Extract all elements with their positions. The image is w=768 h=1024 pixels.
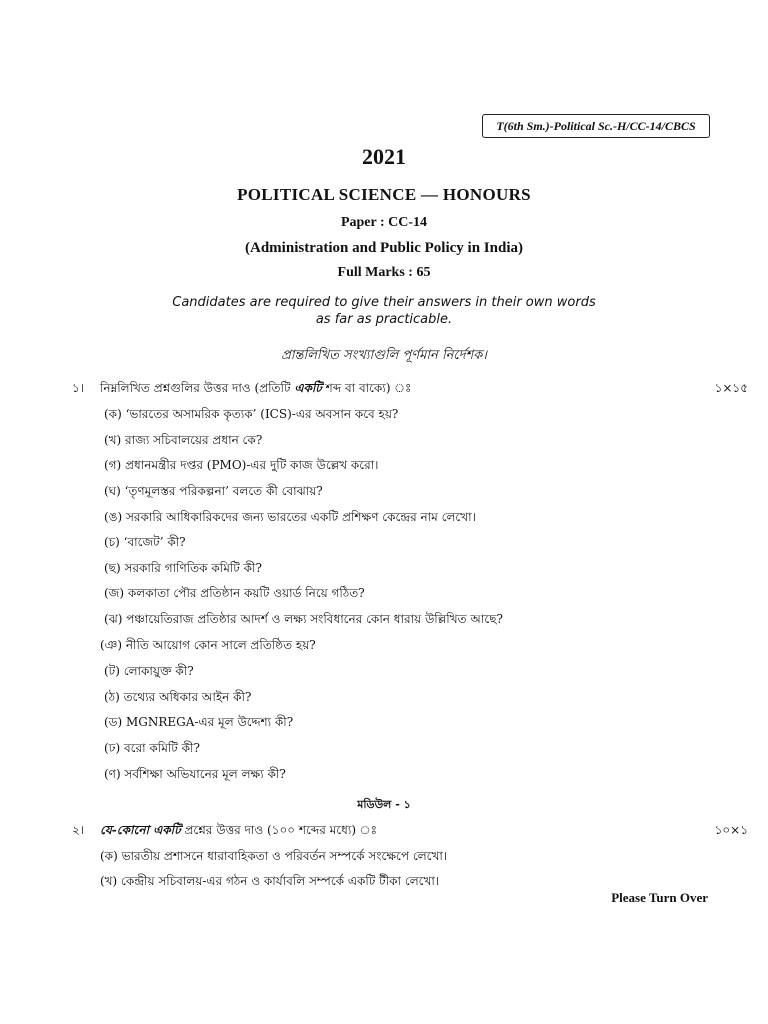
q1-item: (খ) রাজ্য সচিবালয়ের প্রধান কে?: [104, 433, 263, 447]
exam-year: 2021: [362, 144, 406, 169]
q1-item: (ঢ) বরো কমিটি কী?: [104, 741, 200, 755]
q2-marks: ১০×১: [714, 823, 748, 837]
q2-item: (খ) কেন্দ্রীয় সচিবালয়-এর গঠন ও কার্যাবলি সম্পর্কে একটি টীকা লেখো।: [100, 874, 440, 888]
q1-item: (চ) ‘বাজেট’ কী?: [104, 535, 186, 549]
q2-text: [100, 822, 377, 842]
q1-item: (ড) MGNREGA-এর মূল উদ্দেশ্য কী?: [104, 715, 294, 729]
q1-item: (ঘ) ‘তৃণমূলস্তর পরিকল্পনা’ বলতে কী বোঝায়?: [104, 484, 323, 498]
q2-text-emphasis: যে-কোনো একটি: [100, 823, 181, 837]
paper-title: (Administration and Public Policy in India): [245, 240, 523, 256]
paper-code: Paper : CC-14: [340, 215, 428, 230]
q1-item: (ঝ) পঞ্চায়েতিরাজ প্রতিষ্ঠার আদর্শ ও লক্ষ্য সংবিধানের কোন ধারায় উল্লিখিত আছে?: [104, 612, 503, 626]
q1-number: ১।: [72, 381, 85, 395]
paper-code-box: T(6th Sm.)-Political Sc.-H/CC-14/CBCS: [482, 114, 710, 138]
q1-item: (ট) লোকায়ুক্ত কী?: [104, 664, 194, 678]
q1-text-b: শব্দ বা বাক্যে) ঃ: [321, 381, 412, 395]
q2-item: (ক) ভারতীয় প্রশাসনে ধারাবাহিকতা ও পরিবর্তন সম্পর্কে সংক্ষেপে লেখো।: [100, 849, 448, 863]
please-turn-over: Please Turn Over: [611, 890, 708, 905]
q1-text-a: নিম্নলিখিত প্রশ্নগুলির উত্তর দাও (প্রতিটি: [100, 381, 295, 395]
q1-item: (ছ) সরকারি গাণিতিক কমিটি কী?: [104, 561, 262, 575]
q1-item: (ক) ‘ভারতের অসামরিক কৃত্যক’ (ICS)-এর অবসান কবে হয়?: [104, 407, 399, 421]
q1-text-emphasis: একটি: [294, 381, 322, 395]
q2-text-b: প্রশ্নের উত্তর দাও (১০০ শব্দের মধ্যে) ঃ: [180, 823, 377, 837]
q1-item: (ঙ) সরকারি আধিকারিকদের জন্য ভারতের একটি প্রশিক্ষণ কেন্দ্রের নাম লেখো।: [104, 510, 476, 524]
q1-item: (গ) প্রধানমন্ত্রীর দপ্তর (PMO)-এর দুটি কাজ উল্লেখ করো।: [104, 458, 379, 472]
q1-item: (ঞ) নীতি আয়োগ কোন সালে প্রতিষ্ঠিত হয়?: [100, 638, 316, 652]
full-marks: Full Marks : 65: [337, 265, 431, 280]
subject-title: POLITICAL SCIENCE — HONOURS: [237, 185, 531, 204]
q1-item: (ণ) সর্বশিক্ষা অভিযানের মূল লক্ষ্য কী?: [104, 767, 286, 781]
q1-item: (ঠ) তথ্যের অধিকার আইন কী?: [104, 690, 252, 704]
q1-marks: ১×১৫: [714, 381, 748, 395]
marks-note: প্রান্তলিখিত সংখ্যাগুলি পূর্ণমান নির্দেশক।: [281, 348, 487, 363]
instructions: [0, 294, 768, 328]
q1-item: (জ) কলকাতা পৌর প্রতিষ্ঠান কয়টি ওয়ার্ড নিয়ে গঠিত?: [104, 586, 365, 600]
q1-text: [100, 380, 411, 400]
instruction-line-1: Candidates are required to give their answers in their own words: [172, 295, 596, 310]
instruction-line-2: as far as practicable.: [315, 312, 453, 327]
module-heading: মডিউল - ১: [357, 798, 411, 811]
q2-number: ২।: [72, 823, 85, 837]
